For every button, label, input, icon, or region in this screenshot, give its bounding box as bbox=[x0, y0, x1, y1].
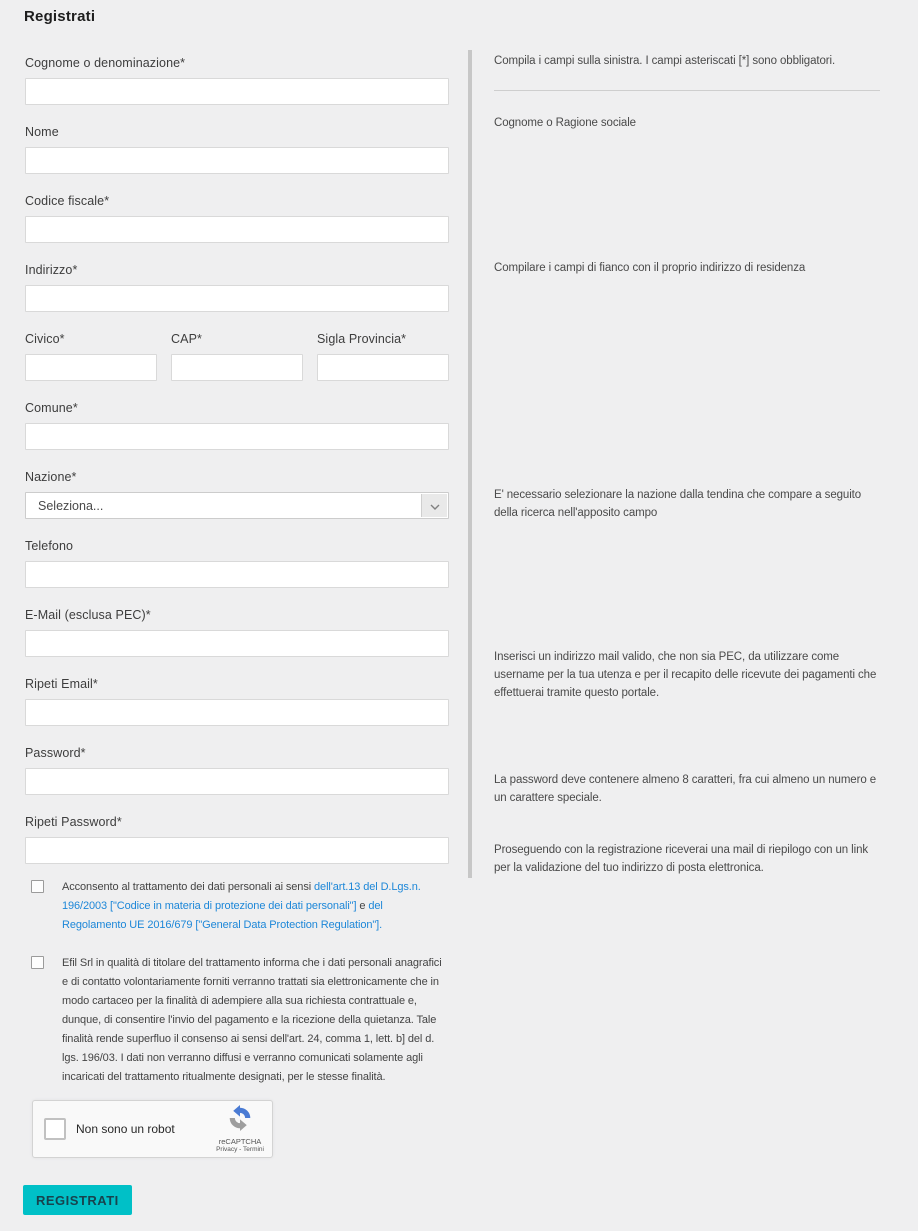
indirizzo-label: Indirizzo* bbox=[25, 263, 78, 277]
help-email: Inserisci un indirizzo mail valido, che non sia PEC, da utilizzare come username per la tua utenza e per il recapito delle ricevute dei pagamenti che effettuerai tramite questo portale. bbox=[494, 651, 877, 699]
treatment-consent-checkbox[interactable] bbox=[31, 956, 44, 969]
help-password: La password deve contenere almeno 8 caratteri, fra cui almeno un numero e un carattere speciale. bbox=[494, 774, 877, 804]
telefono-label: Telefono bbox=[25, 539, 74, 553]
recaptcha-terms-separator: - bbox=[237, 1146, 244, 1153]
nazione-field bbox=[25, 470, 449, 519]
gdpr-regulation-link[interactable]: del Regolamento UE 2016/679 ["General Data Protection Regulation"]. bbox=[62, 900, 383, 931]
recaptcha-label: Non sono un robot bbox=[76, 1122, 175, 1136]
recaptcha-privacy-link[interactable]: Privacy bbox=[216, 1146, 238, 1153]
help-surname: Cognome o Ragione sociale bbox=[494, 117, 636, 129]
nome-input[interactable] bbox=[25, 147, 449, 174]
help-address: Compilare i campi di fianco con il proprio indirizzo di residenza bbox=[494, 262, 806, 274]
ripeti-email-field bbox=[25, 677, 449, 726]
ripeti-email-input[interactable] bbox=[25, 699, 449, 726]
nazione-select-button[interactable] bbox=[421, 494, 447, 517]
recaptcha-widget bbox=[32, 1100, 273, 1158]
nazione-select[interactable] bbox=[25, 492, 449, 519]
help-nation: E' necessario selezionare la nazione dalla tendina che compare a seguito della ricerca nell'apposito campo bbox=[494, 489, 862, 519]
registration-form bbox=[25, 56, 449, 884]
password-label: Password* bbox=[25, 746, 86, 760]
nazione-label: Nazione* bbox=[25, 470, 77, 484]
sigla-provincia-label: Sigla Provincia* bbox=[317, 332, 407, 346]
indirizzo-field bbox=[25, 263, 449, 312]
ripeti-password-field bbox=[25, 815, 449, 864]
comune-label: Comune* bbox=[25, 401, 78, 415]
comune-input[interactable] bbox=[25, 423, 449, 450]
privacy-consent-text bbox=[62, 878, 449, 935]
privacy-consent-checkbox[interactable] bbox=[31, 880, 44, 893]
treatment-consent-row bbox=[31, 954, 449, 1087]
nome-field bbox=[25, 125, 449, 174]
nazione-selected-value: Seleziona... bbox=[38, 498, 104, 513]
column-divider bbox=[468, 50, 472, 878]
recaptcha-termini-link[interactable]: Termini bbox=[243, 1146, 264, 1153]
ripeti-email-label: Ripeti Email* bbox=[25, 677, 98, 691]
cognome-input[interactable] bbox=[25, 78, 449, 105]
comune-field bbox=[25, 401, 449, 450]
civico-label: Civico* bbox=[25, 332, 65, 346]
address-detail-row bbox=[25, 332, 449, 401]
codice-fiscale-field bbox=[25, 194, 449, 243]
email-label: E-Mail (esclusa PEC)* bbox=[25, 608, 151, 622]
telefono-field bbox=[25, 539, 449, 588]
recaptcha-brand bbox=[216, 1105, 264, 1153]
telefono-input[interactable] bbox=[25, 561, 449, 588]
dlgs-196-2003-link[interactable]: dell'art.13 del D.Lgs.n. 196/2003 ["Codice in materia di protezione dei dati personali"] bbox=[62, 881, 421, 912]
recaptcha-brand-name: reCAPTCHA bbox=[218, 1137, 262, 1146]
treatment-consent-text: Efil Srl in qualità di titolare del trattamento informa che i dati personali anagrafici e di contatto volontariamente forniti verranno trattati sia elettronicamente che in modo cartaceo per la finalità di adempiere alla sua richiesta contrattuale e, dunque, di consentire l'invio del pagamento e la ricezione della quietanza. Tale finalità rende superfluo il consenso ai sensi dell'art. 24, comma 1, lett. b] del d. lgs. 196/03. I dati non verranno diffusi e verranno comunicati solamente agli incaricati del trattamento ritualmente designati, per le stesse finalità. bbox=[62, 957, 442, 1083]
cap-field bbox=[171, 332, 303, 381]
cognome-label: Cognome o denominazione* bbox=[25, 56, 186, 70]
email-field bbox=[25, 608, 449, 657]
help-divider bbox=[494, 90, 880, 91]
chevron-down-icon bbox=[430, 497, 440, 515]
email-input[interactable] bbox=[25, 630, 449, 657]
help-summary: Proseguendo con la registrazione riceverai una mail di riepilogo con un link per la validazione del tuo indirizzo di posta elettronica. bbox=[494, 844, 869, 874]
registrati-button[interactable]: REGISTRATI bbox=[23, 1185, 132, 1215]
recaptcha-terms bbox=[216, 1146, 264, 1153]
cap-input[interactable] bbox=[171, 354, 303, 381]
sigla-provincia-field bbox=[317, 332, 449, 381]
civico-input[interactable] bbox=[25, 354, 157, 381]
privacy-consent-conjunction: e bbox=[356, 900, 369, 912]
password-input[interactable] bbox=[25, 768, 449, 795]
page-title: Registrati bbox=[24, 8, 96, 25]
indirizzo-input[interactable] bbox=[25, 285, 449, 312]
codice-fiscale-label: Codice fiscale* bbox=[25, 194, 110, 208]
recaptcha-checkbox[interactable] bbox=[44, 1118, 66, 1140]
nome-label: Nome bbox=[25, 125, 59, 139]
help-intro: Compila i campi sulla sinistra. I campi asteriscati [*] sono obbligatori. bbox=[494, 55, 836, 67]
ripeti-password-input[interactable] bbox=[25, 837, 449, 864]
cap-label: CAP* bbox=[171, 332, 202, 346]
recaptcha-logo-icon bbox=[227, 1105, 253, 1136]
codice-fiscale-input[interactable] bbox=[25, 216, 449, 243]
password-field bbox=[25, 746, 449, 795]
civico-field bbox=[25, 332, 157, 381]
sigla-provincia-input[interactable] bbox=[317, 354, 449, 381]
cognome-field bbox=[25, 56, 449, 105]
privacy-consent-prefix: Acconsento al trattamento dei dati personali ai sensi bbox=[62, 881, 315, 893]
privacy-consent-row bbox=[31, 878, 449, 935]
ripeti-password-label: Ripeti Password* bbox=[25, 815, 122, 829]
